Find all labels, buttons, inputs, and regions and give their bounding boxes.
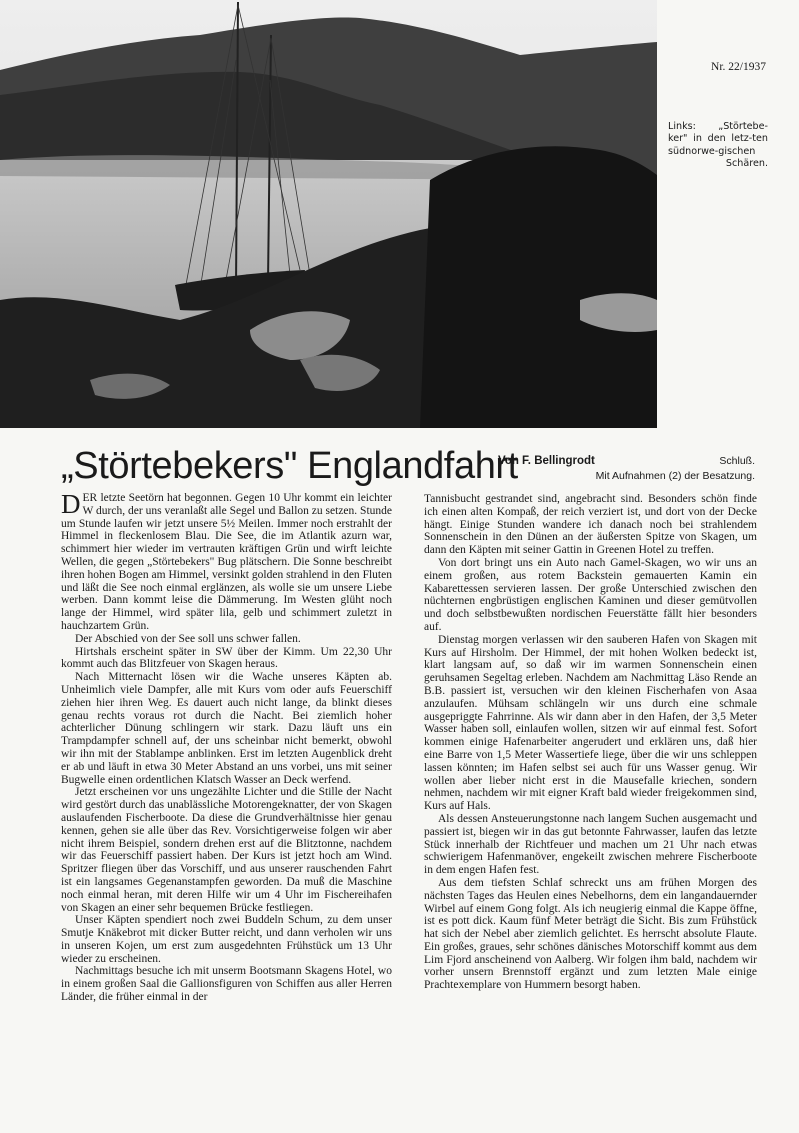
drop-cap: D bbox=[61, 489, 81, 519]
issue-number: Nr. 22/1937 bbox=[711, 61, 766, 73]
article-paragraph: Hirtshals erscheint später in SW über der Kimm. Um 22,30 Uhr kommt auch das Blitzfeuer von Skagen heraus. bbox=[61, 645, 392, 671]
article-paragraph: Als dessen Ansteuerungstonne nach langem Suchen ausgemacht und passiert ist, biegen wir in das gut betonnte Fahrwasser, laufen das letzte Stück innerhalb der Richtfeuer und machen um 21 Uhr nach etwas schwierigem Hafenmanöver, engekeilt zwischen mehrere Fischerboote in dem engen Hafen fest. bbox=[424, 812, 757, 877]
article-paragraph: Nachmittags besuche ich mit unserm Bootsmann Skagens Hotel, wo in einem großen Saal die Gallionsfiguren von Schiffen aus aller Herren Länder, die früher einmal in der bbox=[61, 965, 392, 1004]
byline: Von F. Bellingrodt bbox=[498, 455, 595, 467]
article-column-left bbox=[61, 489, 392, 1004]
article-column-right bbox=[424, 493, 757, 992]
article-paragraph: Dienstag morgen verlassen wir den sauberen Hafen von Skagen mit Kurs auf Hirsholm. Der Himmel, der mit hohen Wolken bedeckt ist, klart langsam auf, so daß wir im warmen Sonnenschein einen geruhsamen Segeltag erleben. Nachdem am Nachmittag Läso Rende an B.B. passiert ist, versuchen wir den kleinen Fischerhafen von Asaa anzulaufen. Mühsam schlängeln wir uns durch eine schmale ausgepriggte Fahrrinne. Als wir dann aber in den Hafen, der 3,5 Meter Wasser haben soll, einlaufen wollen, sitzen wir auf einmal fest. Sofort kommen einige Hafenarbeiter angerudert und erklären uns, daß hier eine Barre von 1,5 Meter Wassertiefe liege, über die wir uns schleppen lassen könnten; im Hafen selbst sei auch für uns Wasser genug. Wir wollen aber lieber nicht erst in die Mausefalle kriechen, sondern nehmen, nachdem wir mit eigner Kraft bald wieder freigekommen sind, Kurs auf Hals. bbox=[424, 633, 757, 813]
photo-credit: Mit Aufnahmen (2) der Besatzung. bbox=[595, 470, 755, 482]
article-paragraph: Aus dem tiefsten Schlaf schreckt uns am frühen Morgen des nächsten Tages das Heulen eines Nebelhorns, dem ein langandauernder Wirbel auf einem Gong folgt. Als ich neugierig einmal die Kappe öffne, ist es pott dick. Kaum fünf Meter beträgt die Sicht. Bis zum Frühstück hat sich der Nebel aber ziemlich gelichtet. Es herrscht absolute Flaute. Ein großes, graues, sehr schönes dänisches Motorschiff kommt aus dem Lim Fjord anscheinend von Aalberg. Wir folgen ihm bald, nachdem wir vorher unsern Brennstoff ergänzt und zum letzten Male einige Prachtexemplare von Hummern besorgt haben. bbox=[424, 876, 757, 992]
article-title: „Störtebekers" Englandfahrt bbox=[61, 445, 518, 487]
photo-caption: Links: „Störtebe-ker" in den letz-ten südnorwe-gischen Schären. bbox=[668, 121, 768, 170]
article-paragraph: Nach Mitternacht lösen wir die Wache unseres Käpten ab. Unheimlich viele Dampfer, alle mit Kurs vom oder aufs Feuerschiff ziehen hier ihren Weg. Es dauert auch nicht lange, da blinkt dieses genau rechts voraus rot durch die Nacht. Bei ziemlich hoher achterlicher Dünung schlingern wir stark. Dazu läuft uns ein Trampdampfer schnell auf, der uns scheinbar nicht bemerkt, obwohl wir ihn mit der Stablampe anblinken. Erst im letzten Augenblick dreht er ab und läuft in etwa 30 Meter Abstand an uns vorbei, uns mit seiner Bugwelle einen ordentlichen Klatsch Wasser an Deck werfend. bbox=[61, 671, 392, 786]
article-paragraph: Tannisbucht gestrandet sind, angebracht sind. Besonders schön finde ich einen alten Kompaß, der reich verziert ist, und dort von der Decke hängt. Einige Stunden wandere ich danach noch bei strahlendem Sonnenschein in den Dünen an der äußersten Spitze von Skagen, um dann den Käpten mit seiner Gattin in Greenen Hotel zu treffen. bbox=[424, 493, 757, 557]
article-paragraph: Von dort bringt uns ein Auto nach Gamel-Skagen, wo wir uns an einem großen, aus rotem Backstein gemauerten Kamin ein Kabarettessen servieren lassen. Der große Unterschied zwischen den nüchternen engbrüstigen englischen Kaminen und dieser gemütvollen und doch selbstbewußten nordischen Feuerstätte fällt hier besonders auf. bbox=[424, 556, 757, 633]
article-paragraph: Jetzt erscheinen vor uns ungezählte Lichter und die Stille der Nacht wird gestört durch das unablässliche Motorengeknatter, der von Skagen auslaufenden Fischerboote. Da diese die Grundverhältnisse hier genau kennen, gehen sie alle über das Rev. Vorsichtigerweise folgen wir aber nicht ihrem Beispiel, sondern drehen erst auf die Blitztonne, nachdem wir das Feuerschiff passiert haben. Der Kurs ist jetzt hoch am Wind. Spritzer fliegen über das Vorschiff, und aus unserer rauschenden Fahrt ist ein langsames Gegenanstampfen geworden. Da muß die Maschine noch einmal heran, mit deren Hilfe wir um 4 Uhr im Fischereihafen von Skagen an einer sehr bequemen Brücke festliegen. bbox=[61, 786, 392, 914]
continuation-note: Schluß. bbox=[719, 455, 755, 467]
article-paragraph: Unser Käpten spendiert noch zwei Buddeln Schum, zu dem unser Smutje Knäkebrot mit dicker Butter reicht, und dann verholen wir uns in unseren Kojen, um erst zum ausgedehnten Frühstück um 13 Uhr wieder zu erscheinen. bbox=[61, 914, 392, 965]
article-paragraph: Der Abschied von der See soll uns schwer fallen. bbox=[75, 632, 301, 645]
photo-stoertebeker-in-skerries bbox=[0, 0, 657, 428]
article-paragraph: DER letzte Seetörn hat begonnen. Gegen 10 Uhr kommt ein leichter W durch, der uns veranlaßt alle Segel und Ballon zu setzen. Stunde um Stunde laufen wir jetzt unsere 5½ Meilen. Immer noch erstrahlt der Himmel in fleckenlosem Blau. Die See, die im Atlantik azurn war, schimmert hier wieder im vertrauten kräftigen Grün und wirft leichte Wellen, die gegen „Störtebekers" Bug plätschern. Die Sonne beschreibt ihren hohen Bogen am Himmel, versinkt golden strahlend in den Fluten und läßt die See noch einmal erglänzen, als wolle sie um unsere Liebe werben. Dann kommt leise die Dämmerung. Im Westen glüht noch lange der Himmel, wird später lila, gelb und schimmert zuletzt in hauchzartem Grün. bbox=[61, 489, 392, 632]
